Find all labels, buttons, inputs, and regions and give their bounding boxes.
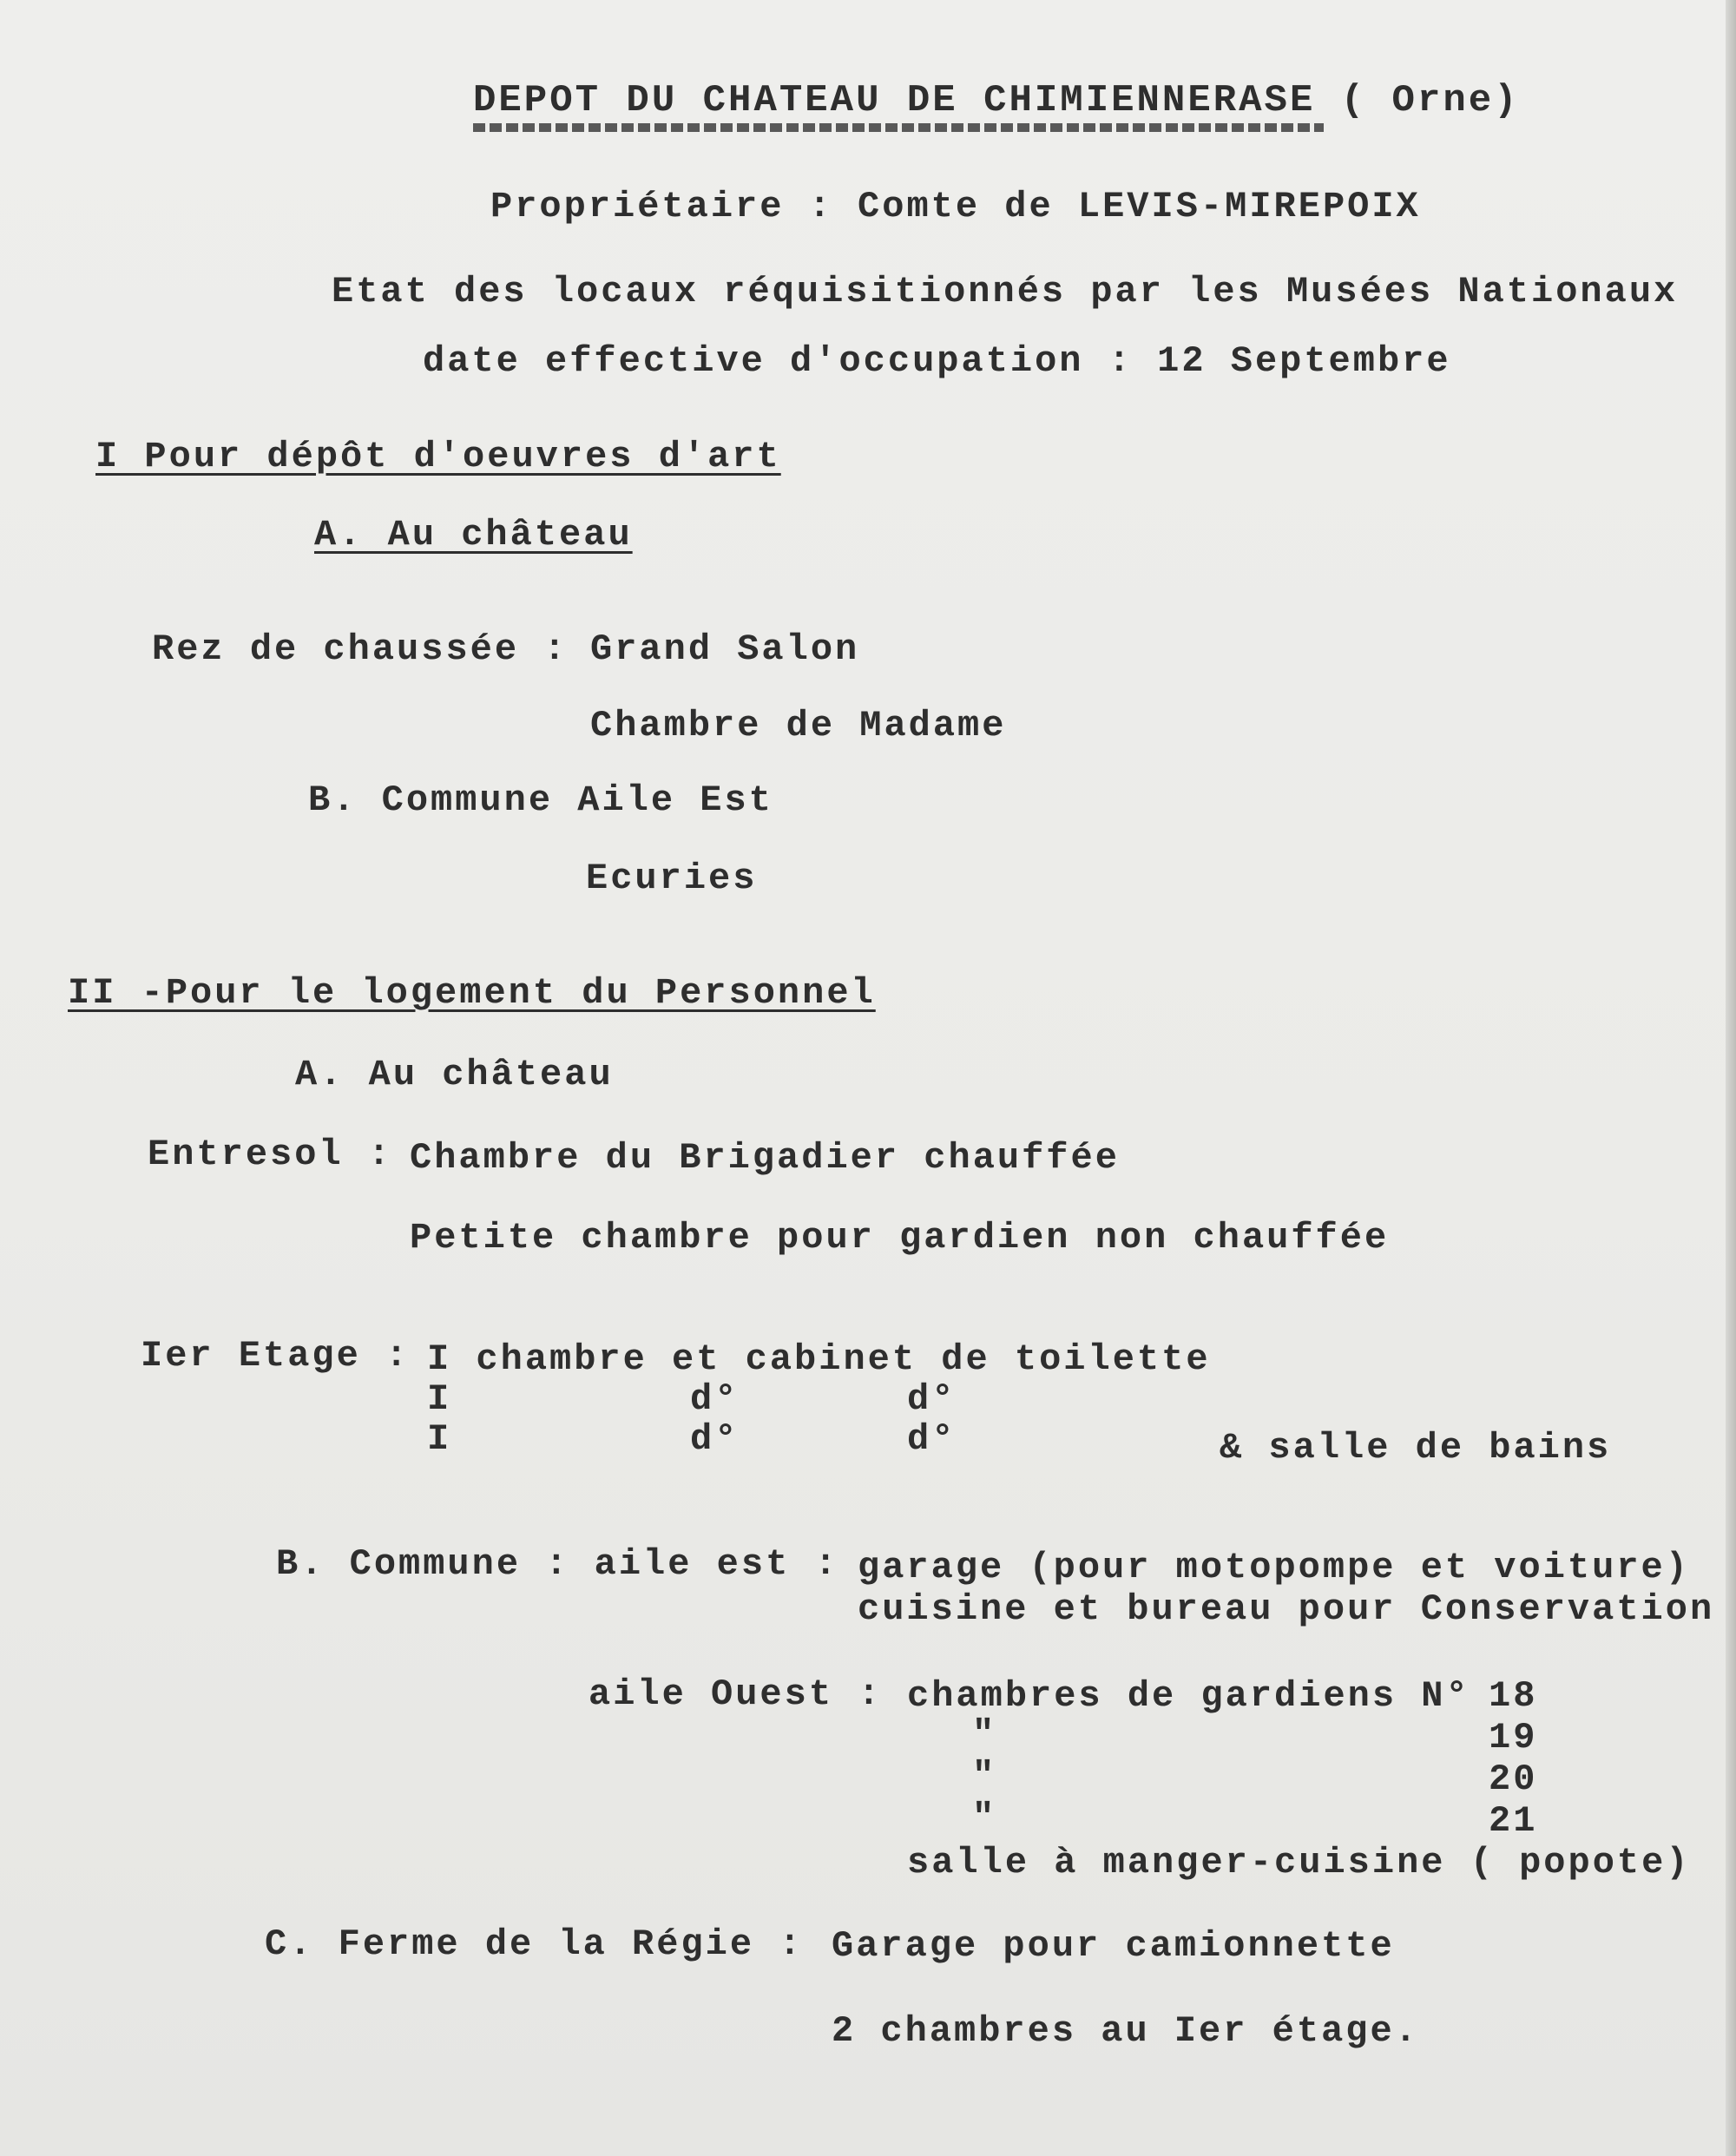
first-floor-bathroom: & salle de bains bbox=[1220, 1427, 1612, 1469]
ditto-mark-3: " bbox=[972, 1797, 997, 1838]
farm-rooms: 2 chambres au Ier étage. bbox=[832, 2010, 1419, 2052]
ground-floor-label: Rez de chaussée : bbox=[152, 628, 569, 670]
occupation-date-line: date effective d'occupation : 12 Septembre bbox=[423, 340, 1451, 382]
room-grand-salon: Grand Salon bbox=[590, 628, 860, 670]
west-wing-label: aile Ouest : bbox=[589, 1673, 883, 1715]
guard-room-number-19: 19 bbox=[1489, 1717, 1538, 1758]
ditto-mark-1: " bbox=[972, 1713, 997, 1755]
entresol-label: Entresol : bbox=[148, 1134, 393, 1175]
first-floor-room-3-ditto-2: d° bbox=[907, 1418, 957, 1460]
first-floor-room-2-count: I bbox=[427, 1378, 452, 1420]
section-1b-heading: B. Commune Aile Est bbox=[308, 779, 773, 821]
document-title: DEPOT DU CHATEAU DE CHIMIENNERASE ( Orne) bbox=[473, 79, 1520, 122]
section-2a-heading: A. Au château bbox=[295, 1054, 614, 1095]
first-floor-room-2-ditto-1: d° bbox=[690, 1378, 740, 1420]
ditto-mark-2: " bbox=[972, 1755, 997, 1797]
guard-room-number-20: 20 bbox=[1489, 1758, 1538, 1800]
page-edge-shadow bbox=[1726, 0, 1736, 2156]
guard-room-number-18: 18 bbox=[1489, 1675, 1538, 1717]
first-floor-label: Ier Etage : bbox=[141, 1335, 411, 1377]
first-floor-room-1: I chambre et cabinet de toilette bbox=[427, 1338, 1211, 1380]
entresol-room-2: Petite chambre pour gardien non chauffée bbox=[410, 1217, 1390, 1259]
entresol-room-1: Chambre du Brigadier chauffée bbox=[410, 1137, 1120, 1179]
section-2b-heading: B. Commune : aile est : bbox=[276, 1543, 839, 1585]
guard-room-number-21: 21 bbox=[1489, 1800, 1538, 1842]
section-2c-heading: C. Ferme de la Régie : bbox=[265, 1923, 804, 1965]
requisition-line: Etat des locaux réquisitionnés par les Musées Nationaux bbox=[332, 271, 1679, 312]
room-ecuries: Ecuries bbox=[586, 858, 758, 899]
first-floor-room-3-count: I bbox=[427, 1418, 452, 1460]
section-1-heading: I Pour dépôt d'oeuvres d'art bbox=[95, 436, 781, 477]
first-floor-room-2-ditto-2: d° bbox=[907, 1378, 957, 1420]
section-2-heading: II -Pour le logement du Personnel bbox=[68, 972, 876, 1014]
dining-kitchen-popote: salle à manger-cuisine ( popote) bbox=[907, 1842, 1691, 1883]
owner-line: Propriétaire : Comte de LEVIS-MIREPOIX bbox=[490, 186, 1421, 227]
guard-rooms: chambres de gardiens N° bbox=[907, 1675, 1470, 1717]
room-chambre-madame: Chambre de Madame bbox=[590, 705, 1007, 746]
section-1a-heading: A. Au château bbox=[314, 514, 633, 555]
title-rule bbox=[473, 123, 1324, 132]
farm-garage: Garage pour camionnette bbox=[832, 1925, 1395, 1967]
commune-garage: garage (pour motopompe et voiture) bbox=[858, 1547, 1690, 1588]
first-floor-room-3-ditto-1: d° bbox=[690, 1418, 740, 1460]
commune-kitchen-office: cuisine et bureau pour Conservation bbox=[858, 1588, 1715, 1630]
